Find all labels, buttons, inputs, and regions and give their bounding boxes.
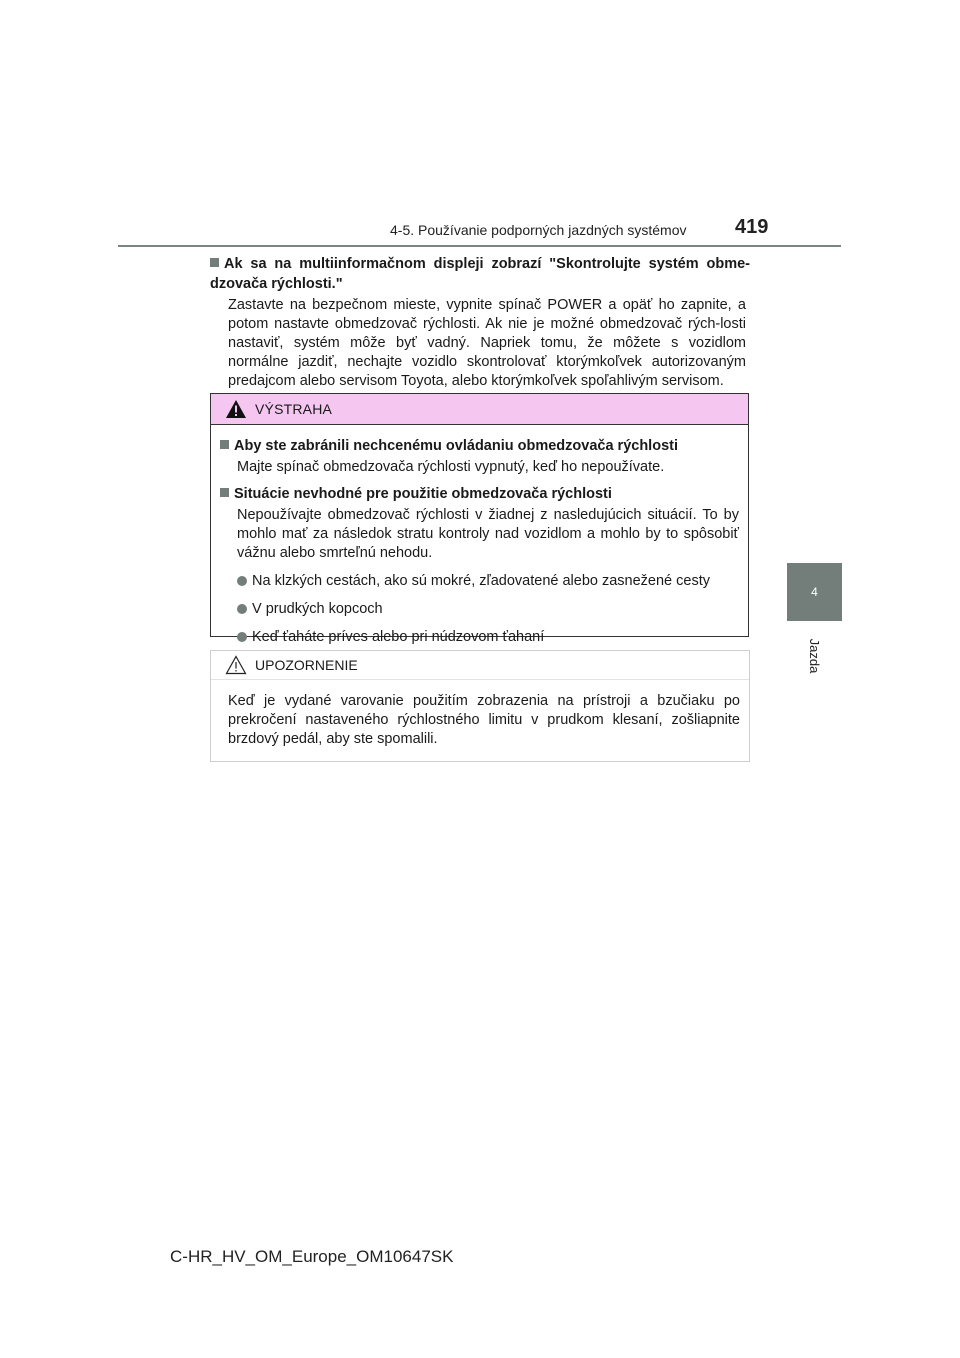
topic-body: Zastavte na bezpečnom mieste, vypnite spínač POWER a opäť ho zapnite, a potom nastavte obmedzovač rýchlosti. Ak nie je možné obmedzovač rých-losti nastaviť, systém môže byť vadný. Napriek tomu, že môžete s vozidlom normálne jazdiť, nechajte vozidlo skontrolovať ktorýmkoľvek autorizovaným predajcom alebo servisom Toyota, alebo ktorýmkoľvek spoľahlivým servisom. xyxy=(228,297,746,389)
chapter-label: Jazda xyxy=(807,638,823,674)
warning-subheading xyxy=(220,485,739,504)
warning-title: VÝSTRAHA xyxy=(255,401,333,417)
list-item xyxy=(220,572,739,591)
caution-triangle-outline-icon xyxy=(225,655,247,675)
warning-triangle-icon xyxy=(225,399,247,419)
chapter-number: 4 xyxy=(811,585,818,599)
notice-title: UPOZORNENIE xyxy=(255,657,358,673)
round-bullet-icon xyxy=(237,632,247,642)
warning-subheading xyxy=(220,437,739,456)
square-bullet-icon xyxy=(210,258,219,267)
notice-text: Keď je vydané varovanie použitím zobrazenia na prístroji a bzučiaku po prekročení nastaveného rýchlostného limitu v prudkom klesaní, zošliapnite brzdový pedál, aby ste spomalili. xyxy=(228,693,740,747)
topic-heading xyxy=(210,254,750,294)
warning-content xyxy=(211,425,748,647)
header-divider xyxy=(118,245,841,247)
notice-box xyxy=(210,650,750,762)
chapter-tab xyxy=(787,563,842,621)
warning-box xyxy=(210,393,749,645)
list-item-text: Keď ťaháte príves alebo pri núdzovom ťahaní xyxy=(252,629,545,645)
list-item-text: V prudkých kopcoch xyxy=(252,601,383,617)
warning-subheading-text: Aby ste zabránili nechcenému ovládaniu obmedzovača rýchlosti xyxy=(234,438,678,454)
round-bullet-icon xyxy=(237,604,247,614)
square-bullet-icon xyxy=(220,440,229,449)
round-bullet-icon xyxy=(237,576,247,586)
warning-subheading-text: Situácie nevhodné pre použitie obmedzovača rýchlosti xyxy=(234,486,612,502)
warning-header xyxy=(211,394,748,425)
document-code: C-HR_HV_OM_Europe_OM10647SK xyxy=(170,1247,454,1266)
square-bullet-icon xyxy=(220,488,229,497)
page-number: 419 xyxy=(735,216,769,238)
list-item-text: Na klzkých cestách, ako sú mokré, zľadovatené alebo zasnežené cesty xyxy=(252,573,710,589)
warning-text: Majte spínač obmedzovača rýchlosti vypnutý, keď ho nepoužívate. xyxy=(237,459,665,475)
warning-text: Nepoužívajte obmedzovač rýchlosti v žiadnej z nasledujúcich situácií. To by mohlo mať za následok stratu kontroly nad vozidlom a mohlo by to spôsobiť vážnu alebo smrteľnú nehodu. xyxy=(237,507,739,561)
list-item xyxy=(220,600,739,619)
section-title: 4-5. Používanie podporných jazdných systémov xyxy=(390,222,687,238)
topic-heading-text: Ak sa na multiinformačnom displeji zobrazí "Skontrolujte systém obme-dzovača rýchlosti." xyxy=(210,256,750,292)
list-item xyxy=(220,628,739,647)
notice-header xyxy=(211,651,749,680)
